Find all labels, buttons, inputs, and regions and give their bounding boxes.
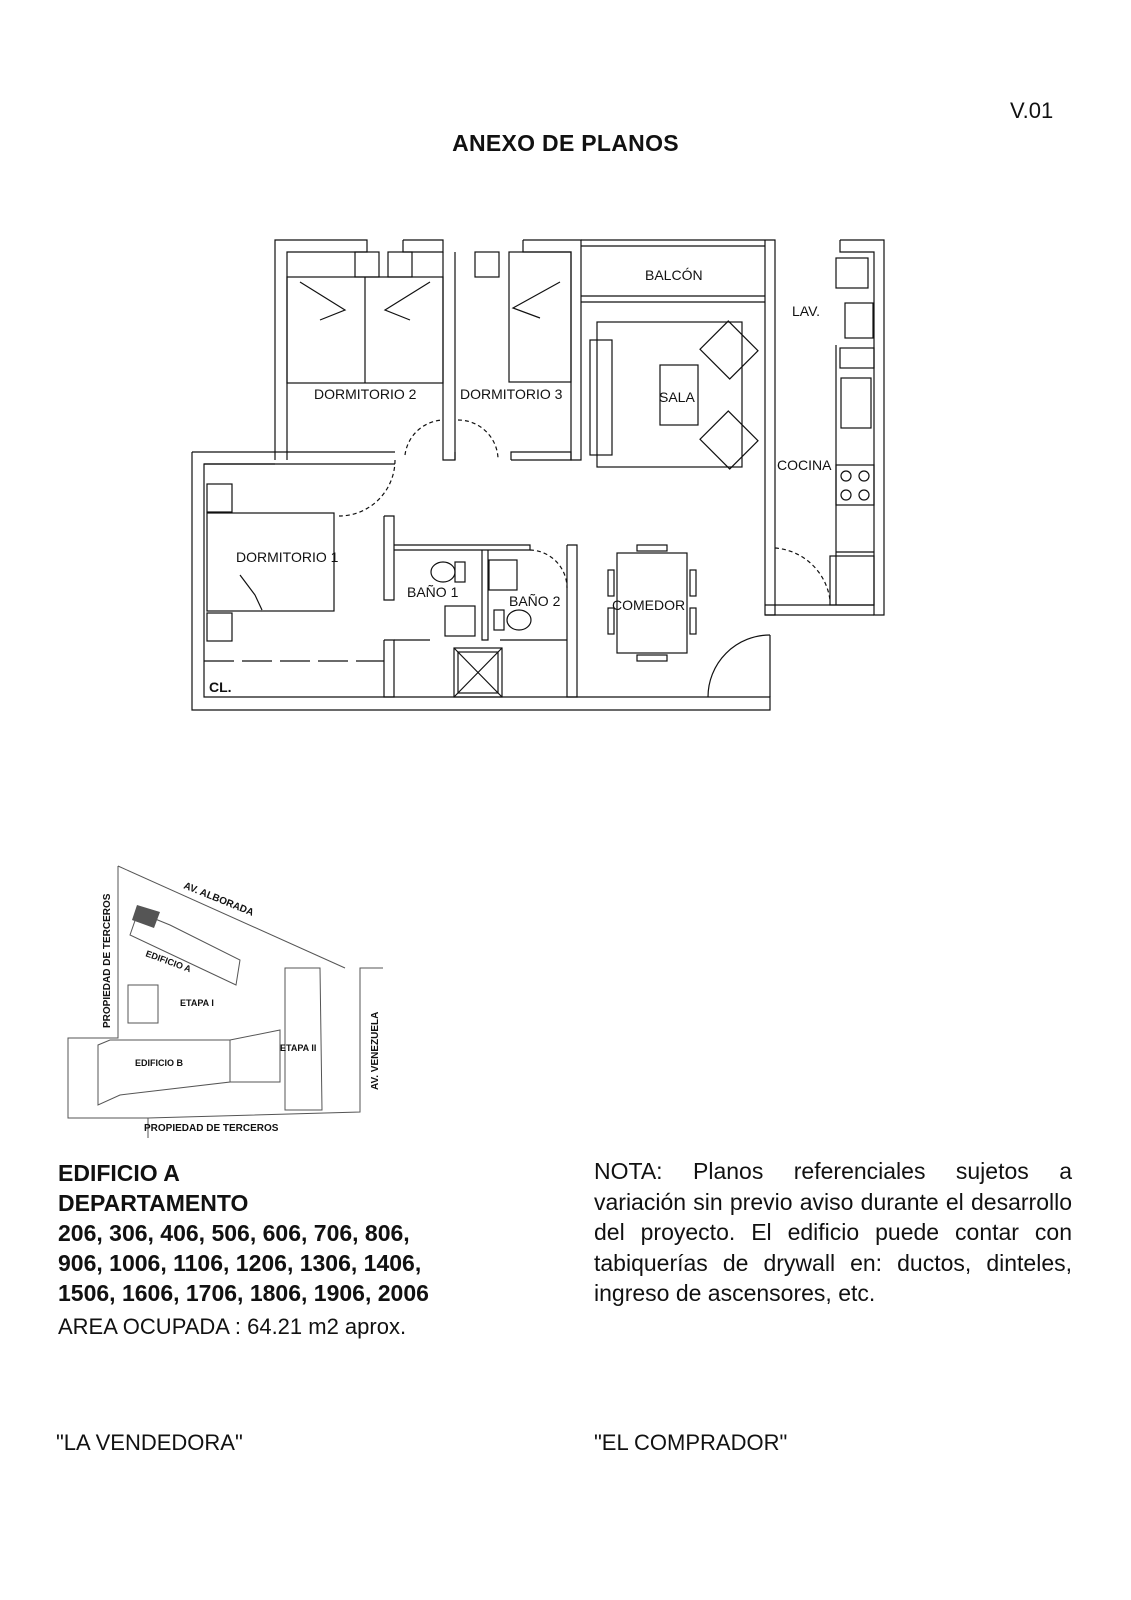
label-av-alborada: AV. ALBORADA [181, 880, 256, 919]
unit-numbers-line: 206, 306, 406, 506, 606, 706, 806, [58, 1220, 410, 1246]
disclaimer-note: NOTA: Planos referenciales sujetos a variación sin previo aviso durante el desarrollo del proyecto. El edificio puede contar con tabiquerías de drywall en: ductos, dinteles, ingreso de ascensores, etc. [594, 1158, 1072, 1306]
seller-signature-label: "LA VENDEDORA" [56, 1430, 243, 1455]
label-edificio-b: EDIFICIO B [135, 1058, 184, 1068]
label-edificio-a: EDIFICIO A [144, 948, 193, 975]
label-bano-1: BAÑO 1 [407, 584, 459, 600]
page-title: ANEXO DE PLANOS [452, 130, 679, 156]
label-sala: SALA [659, 389, 695, 405]
unit-heading: DEPARTAMENTO [58, 1190, 249, 1216]
version-label: V.01 [1010, 98, 1054, 123]
label-dormitorio-2: DORMITORIO 2 [314, 386, 417, 402]
unit-info [58, 1158, 518, 1342]
label-cocina: COCINA [777, 457, 832, 473]
label-propiedad-bottom: PROPIEDAD DE TERCEROS [144, 1123, 279, 1134]
site-plan [60, 860, 400, 1140]
label-balcon: BALCÓN [645, 267, 703, 283]
label-etapa-1: ETAPA I [180, 998, 214, 1008]
occupied-area: AREA OCUPADA : 64.21 m2 aprox. [58, 1314, 407, 1339]
label-lav: LAV. [792, 303, 821, 319]
building-name: EDIFICIO A [58, 1160, 180, 1186]
label-comedor: COMEDOR [612, 597, 686, 613]
wall-top-left [275, 240, 367, 460]
label-dormitorio-1: DORMITORIO 1 [236, 549, 339, 565]
label-etapa-2: ETAPA II [280, 1043, 317, 1053]
buyer-signature-label: "EL COMPRADOR" [594, 1430, 788, 1455]
label-propiedad-left: PROPIEDAD DE TERCEROS [102, 893, 113, 1028]
label-bano-2: BAÑO 2 [509, 593, 561, 609]
unit-numbers-line: 906, 1006, 1106, 1206, 1306, 1406, [58, 1250, 422, 1276]
unit-numbers-line: 1506, 1606, 1706, 1806, 1906, 2006 [58, 1280, 429, 1306]
unit-location-marker [132, 905, 160, 928]
label-av-venezuela: AV. VENEZUELA [370, 1011, 381, 1090]
wall-top-mid [403, 240, 443, 252]
floor-plan [190, 232, 890, 722]
wall-top-mid2 [523, 240, 581, 460]
label-closet: CL. [209, 679, 232, 695]
wall-left [192, 452, 770, 710]
label-dormitorio-3: DORMITORIO 3 [460, 386, 563, 402]
